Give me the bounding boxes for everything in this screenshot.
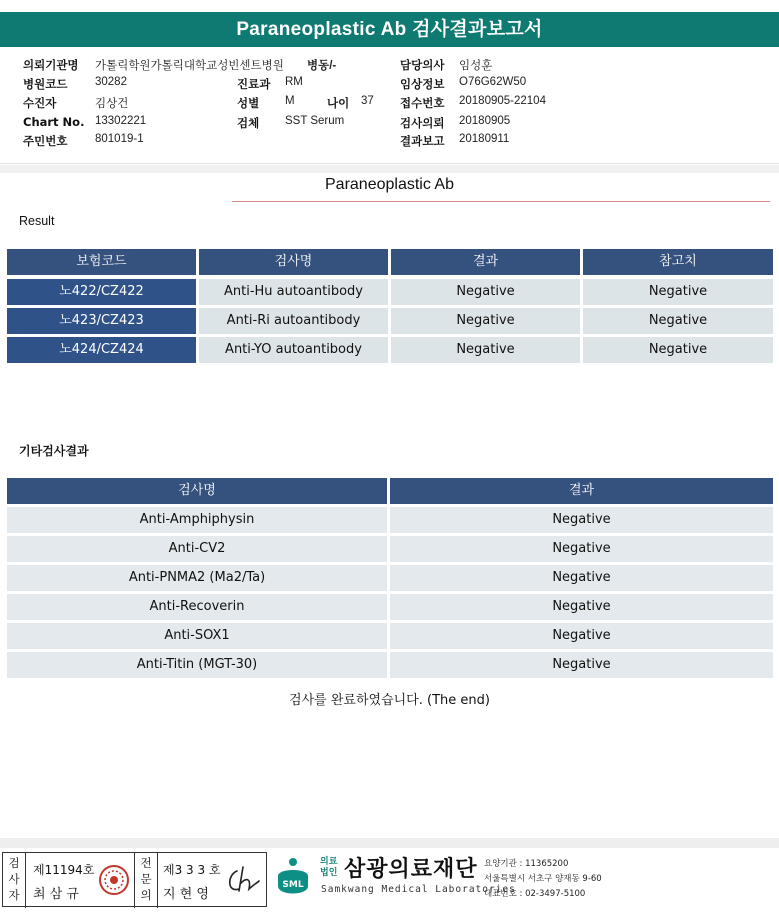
report-date-label: 결과보고 bbox=[400, 134, 445, 148]
report-date-value: 20180911 bbox=[459, 133, 510, 145]
header-result: 결과 bbox=[391, 249, 580, 275]
info-row-1 bbox=[0, 57, 779, 76]
other-row-2-name: Anti-CV2 bbox=[7, 536, 387, 562]
age-label: 나이 bbox=[327, 96, 350, 110]
sex-value: M bbox=[285, 95, 295, 107]
section-title-underline bbox=[232, 201, 770, 202]
row-1-result: Negative bbox=[391, 279, 580, 305]
org-kind bbox=[320, 857, 337, 879]
other-row-5-result: Negative bbox=[390, 623, 773, 649]
patient-info bbox=[0, 52, 779, 164]
other-row-1-result: Negative bbox=[390, 507, 773, 533]
row-3-name: Anti-YO autoantibody bbox=[199, 337, 388, 363]
clinical-info-value: O76G62W50 bbox=[459, 76, 527, 88]
row-1-reference: Negative bbox=[583, 279, 773, 305]
row-1-code: 노422/CZ422 bbox=[7, 279, 196, 305]
other-row-4-result: Negative bbox=[390, 594, 773, 620]
info-row-4 bbox=[0, 115, 779, 134]
row-2-code: 노423/CZ423 bbox=[7, 308, 196, 334]
tester-vertical-label: 검사자 bbox=[8, 856, 20, 902]
hospital-code-label: 병원코드 bbox=[23, 77, 68, 91]
row-1-name: Anti-Hu autoantibody bbox=[199, 279, 388, 305]
row-3-code: 노424/CZ424 bbox=[7, 337, 196, 363]
row-2-reference: Negative bbox=[583, 308, 773, 334]
org-address-line: 서울특별시 서초구 양재동 9-60 bbox=[484, 874, 602, 884]
specialist-license: 제3 3 3 호 bbox=[163, 863, 221, 877]
age-value: 37 bbox=[361, 95, 374, 107]
section-title: Paraneoplastic Ab bbox=[325, 176, 454, 193]
info-row-2 bbox=[0, 76, 779, 95]
result-heading: Result bbox=[19, 214, 55, 228]
specialist-signature-icon bbox=[223, 861, 263, 899]
request-date-value: 20180905 bbox=[459, 115, 511, 127]
signature-divider-3 bbox=[157, 853, 158, 908]
footer-separator bbox=[0, 838, 779, 848]
institution-suffix: 병동/- bbox=[307, 60, 337, 72]
institution-label: 의뢰기관명 bbox=[23, 58, 79, 72]
end-message: 검사를 완료하였습니다. (The end) bbox=[289, 693, 490, 708]
clinical-info-label: 임상정보 bbox=[400, 77, 445, 91]
request-date-label: 검사의뢰 bbox=[400, 116, 445, 130]
chart-no-value: 13302221 bbox=[95, 115, 147, 127]
logo-text: SML bbox=[282, 880, 304, 890]
other-row-6-result: Negative bbox=[390, 652, 773, 678]
doctor-value: 임성훈 bbox=[459, 60, 493, 72]
header-insurance-code: 보험코드 bbox=[7, 249, 196, 275]
tester-name: 최 삼 규 bbox=[33, 887, 79, 902]
sml-logo-icon bbox=[272, 856, 314, 900]
row-2-name: Anti-Ri autoantibody bbox=[199, 308, 388, 334]
other-row-6-name: Anti-Titin (MGT-30) bbox=[7, 652, 387, 678]
receipt-no-value: 20180905-22104 bbox=[459, 95, 546, 107]
page-separator bbox=[0, 165, 779, 173]
report-title: Paraneoplastic Ab 검사결과보고서 bbox=[0, 12, 779, 47]
org-code-line: 요양기관 : 11365200 bbox=[484, 859, 569, 869]
sex-label: 성별 bbox=[237, 96, 260, 110]
other-row-3-name: Anti-PNMA2 (Ma2/Ta) bbox=[7, 565, 387, 591]
specimen-value: SST Serum bbox=[285, 115, 345, 127]
tester-seal-icon bbox=[97, 862, 131, 898]
other-header-test-name: 검사명 bbox=[7, 478, 387, 504]
other-row-2-result: Negative bbox=[390, 536, 773, 562]
org-name: 삼광의료재단 bbox=[344, 857, 478, 882]
org-kind-top: 의료 bbox=[320, 857, 338, 867]
doctor-label: 담당의사 bbox=[400, 58, 445, 72]
department-label: 진료과 bbox=[237, 77, 271, 91]
org-phone-line: 대표번호 : 02-3497-5100 bbox=[484, 889, 586, 899]
institution-value: 가톨릭학원가톨릭대학교성빈센트병원 bbox=[95, 60, 284, 72]
info-row-5 bbox=[0, 133, 779, 152]
row-2-result: Negative bbox=[391, 308, 580, 334]
info-row-3 bbox=[0, 95, 779, 114]
receipt-no-label: 접수번호 bbox=[400, 96, 445, 110]
other-row-1-name: Anti-Amphiphysin bbox=[7, 507, 387, 533]
other-header-result: 결과 bbox=[390, 478, 773, 504]
org-english-name: Samkwang Medical Laboratories bbox=[321, 884, 516, 895]
header-test-name: 검사명 bbox=[199, 249, 388, 275]
header-reference: 참고치 bbox=[583, 249, 773, 275]
specimen-label: 검체 bbox=[237, 116, 260, 130]
other-row-3-result: Negative bbox=[390, 565, 773, 591]
patient-name-value: 김상건 bbox=[95, 98, 129, 110]
department-value: RM bbox=[285, 76, 303, 88]
other-row-5-name: Anti-SOX1 bbox=[7, 623, 387, 649]
specialist-vertical-label: 전문의 bbox=[140, 856, 152, 902]
signature-box bbox=[2, 852, 267, 907]
resident-no-value: 801019-1 bbox=[95, 133, 144, 145]
specialist-name: 지 현 영 bbox=[163, 887, 209, 902]
hospital-code-value: 30282 bbox=[95, 76, 127, 88]
other-row-4-name: Anti-Recoverin bbox=[7, 594, 387, 620]
resident-no-label: 주민번호 bbox=[23, 134, 68, 148]
other-results-heading: 기타검사결과 bbox=[19, 444, 89, 458]
tester-license: 제11194호 bbox=[33, 863, 95, 877]
signature-divider-1 bbox=[25, 853, 26, 908]
org-kind-bottom: 법인 bbox=[320, 868, 338, 878]
row-3-reference: Negative bbox=[583, 337, 773, 363]
patient-name-label: 수진자 bbox=[23, 96, 57, 110]
chart-no-label: Chart No. bbox=[23, 115, 85, 129]
row-3-result: Negative bbox=[391, 337, 580, 363]
